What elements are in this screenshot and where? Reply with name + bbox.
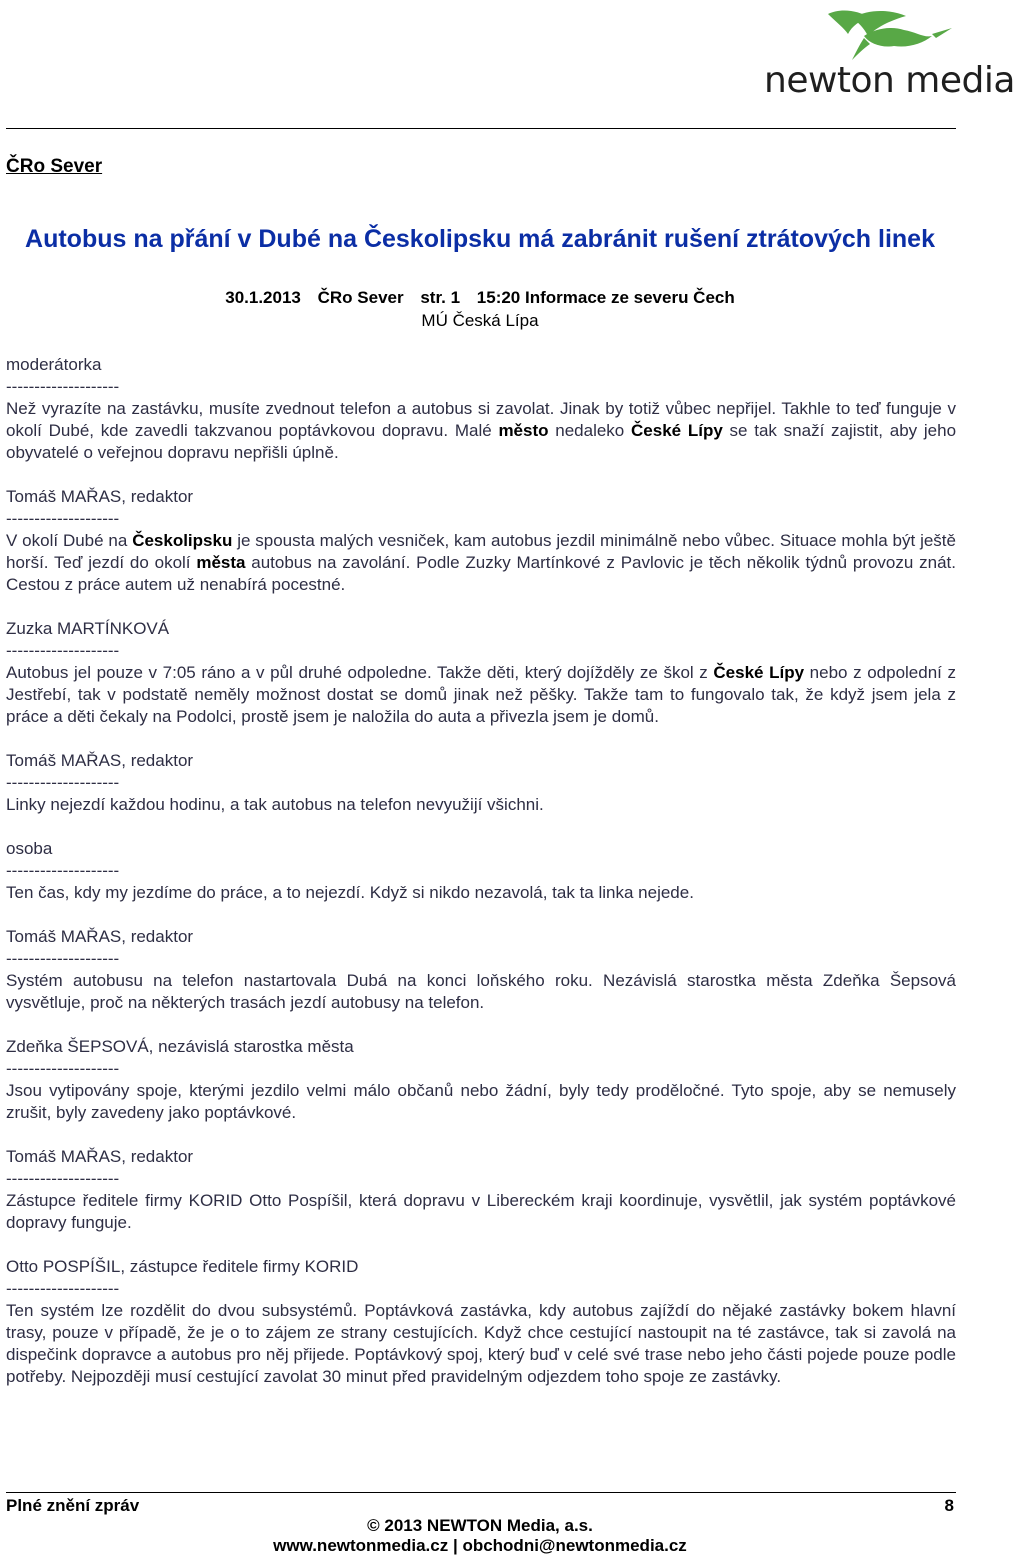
speaker-name: Zuzka MARTÍNKOVÁ — [6, 619, 170, 638]
transcript-paragraph: Systém autobusu na telefon nastartovala Dubá na konci loňského roku. Nezávislá starostka města Zdeňka Šepsová vysvětluje, proč na některých trasách jezdí autobusy na telefon. — [6, 971, 956, 1012]
transcript-paragraph: Ten systém lze rozdělit do dvou subsystémů. Poptávková zastávka, kdy autobus zajíždí do nějaké zastávky bokem hlavní trasy, pouze v případě, že je o to zájem ze strany cestujících. Když chce cestující nastoupit na té zastávce, tak si zavolá na dispečink dopravce a autobus pro něj přijede. Poptávkový spoj, který buď v celé své trase nebo jeho části pojede pouze podle potřeby. Nejpozději musí cestující zavolat 30 minut před pravidelným odjezdem toho spoje ze zastávky. — [6, 1301, 956, 1386]
article-title: Autobus na přání v Dubé na Českolipsku má zabránit rušení ztrátových linek — [25, 225, 935, 253]
speaker-name: Tomáš MAŘAS, redaktor — [6, 1147, 194, 1166]
transcript-paragraph: Autobus jel pouze v 7:05 ráno a v půl druhé odpoledne. Takže děti, který dojížděly ze škol z České Lípy nebo z odpolední z Jestřebí, tak v podstatě neměly možnost dostat se domů jinak než pěšky. Takže tam to fungovalo tak, že když jsem jela z práce a děti čekaly na Podolci, prostě jsem je naložila do auta a přivezla jsem je domů. — [6, 663, 956, 726]
article-place: MÚ Česká Lípa — [421, 311, 539, 330]
footer-contact: www.newtonmedia.cz | obchodni@newtonmedia.cz — [273, 1536, 687, 1555]
transcript-paragraph: Ten čas, kdy my jezdíme do práce, a to nejezdí. Když si nikdo nezavolá, tak ta linka nejede. — [6, 883, 694, 902]
speaker-separator: -------------------- — [6, 861, 120, 880]
speaker-separator: -------------------- — [6, 377, 120, 396]
speaker-separator: -------------------- — [6, 773, 120, 792]
article-meta — [6, 288, 954, 308]
speaker-separator: -------------------- — [6, 949, 120, 968]
footer-copyright: © 2013 NEWTON Media, a.s. — [367, 1516, 593, 1535]
speaker-name: Tomáš MAŘAS, redaktor — [6, 751, 194, 770]
newton-media-logo — [760, 8, 1015, 101]
article-time-program: 15:20 Informace ze severu Čech — [476, 288, 735, 307]
logo-text: newton media — [764, 60, 1015, 101]
transcript-paragraph: Než vyrazíte na zastávku, musíte zvednout telefon a autobus si zavolat. Jinak by totiž vůbec nepřijel. Takhle to teď funguje v okolí Dubé, kde zavedli takzvanou poptávkovou dopravu. Malé město nedaleko České Lípy se tak snaží zajistit, aby jeho obyvatelé o veřejnou dopravu nepřišli úplně. — [6, 399, 957, 462]
transcript — [6, 354, 956, 1410]
speaker-name: osoba — [6, 839, 53, 858]
article-page: str. 1 — [420, 288, 461, 307]
article-station: ČRo Sever — [317, 288, 404, 307]
speaker-name: Tomáš MAŘAS, redaktor — [6, 487, 194, 506]
speaker-separator: -------------------- — [6, 1059, 120, 1078]
speaker-separator: -------------------- — [6, 509, 120, 528]
header-divider — [6, 128, 956, 129]
page-number: 8 — [944, 1496, 954, 1515]
article-date: 30.1.2013 — [225, 288, 301, 307]
speaker-name: Zdeňka ŠEPSOVÁ, nezávislá starostka města — [6, 1037, 354, 1056]
footer-label: Plné znění zpráv — [6, 1496, 140, 1515]
footer-info — [6, 1516, 954, 1556]
transcript-paragraph: Jsou vytipovány spoje, kterými jezdilo velmi málo občanů nebo žádní, byly tedy proděločné. Tyto spoje, aby se nemusely zrušit, byly zavedeny jako poptávkové. — [6, 1081, 956, 1122]
transcript-paragraph: Linky nejezdí každou hodinu, a tak autobus na telefon nevyužijí všichni. — [6, 795, 544, 814]
transcript-paragraph: Zástupce ředitele firmy KORID Otto Pospíšil, která dopravu v Libereckém kraji koordinuje, vysvětlil, jak systém poptávkové dopravy funguje. — [6, 1191, 956, 1232]
speaker-name: moderátorka — [6, 355, 102, 374]
speaker-name: Otto POSPÍŠIL, zástupce ředitele firmy KORID — [6, 1257, 359, 1276]
speaker-name: Tomáš MAŘAS, redaktor — [6, 927, 194, 946]
speaker-separator: -------------------- — [6, 641, 120, 660]
hummingbird-logo-icon — [760, 8, 956, 64]
speaker-separator: -------------------- — [6, 1279, 120, 1298]
speaker-separator: -------------------- — [6, 1169, 120, 1188]
footer-divider — [6, 1492, 956, 1493]
transcript-paragraph: V okolí Dubé na Českolipsku je spousta malých vesniček, kam autobus jezdil minimálně nebo vůbec. Situace mohla být ještě horší. Teď jezdí do okolí města autobus na zavolání. Podle Zuzky Martínkové z Pavlovic je těch několik týdnů provozu znát. Cestou z práce autem už nenabírá pocestné. — [6, 531, 956, 594]
source-name: ČRo Sever — [6, 156, 103, 177]
